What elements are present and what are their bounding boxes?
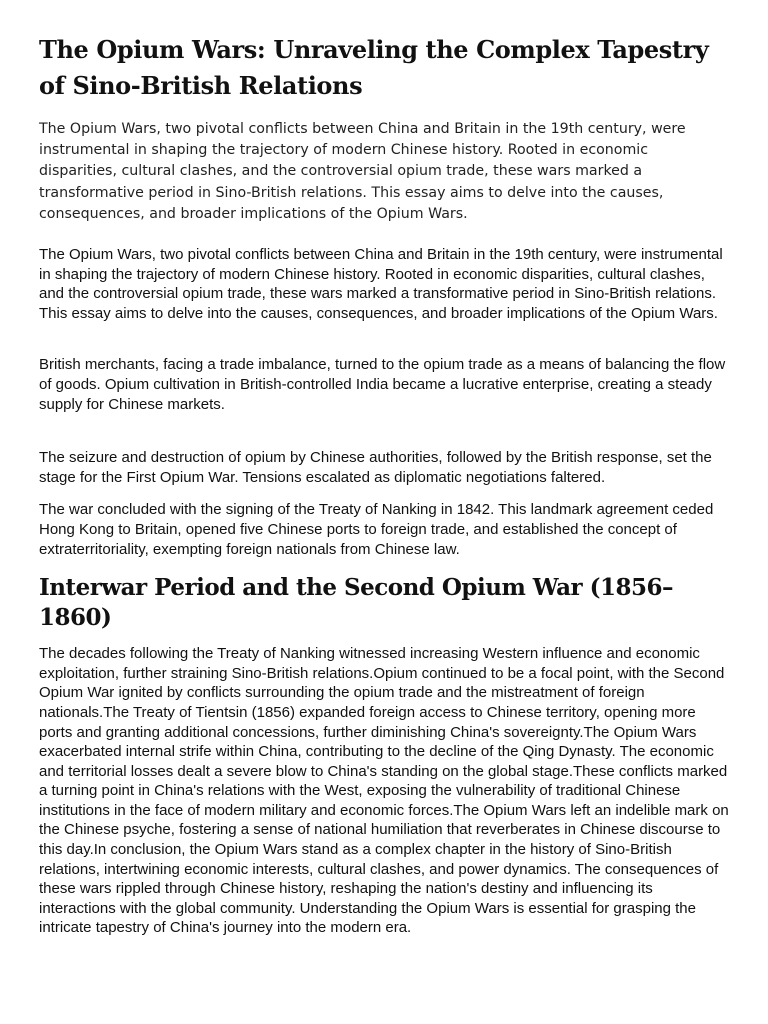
intro-paragraph: The Opium Wars, two pivotal conflicts between China and Britain in the 19th century, were instrumental in shaping the trajectory of modern Chinese history. Rooted in economic disparities, cultural clashes, and the controversial opium trade, these wars marked a transformative period in Sino-British relations. This essay aims to delve into the causes, consequences, and broader implications of the Opium Wars.: [39, 121, 686, 222]
section-heading: Interwar Period and the Second Opium War (1856–1860): [39, 574, 674, 632]
body-paragraph-4: The war concluded with the signing of the Treaty of Nanking in 1842. This landmark agreement ceded Hong Kong to Britain, opened five Chinese ports to foreign trade, and established the concept of extraterritoriality, exempting foreign nationals from Chinese law.: [39, 501, 714, 558]
body-paragraph-1: The Opium Wars, two pivotal conflicts between China and Britain in the 19th century, were instrumental in shaping the trajectory of modern Chinese history. Rooted in economic disparities, cultural clashes, and the controversial opium trade, these wars marked a transformative period in Sino-British relations. This essay aims to delve into the causes, consequences, and broader implications of the Opium Wars.: [39, 246, 723, 322]
page-title: The Opium Wars: Unraveling the Complex Tapestry of Sino-British Relations: [39, 35, 709, 100]
section-paragraph: The decades following the Treaty of Nanking witnessed increasing Western influence and economic exploitation, further straining Sino-British relations.Opium continued to be a focal point, with the Second Opium War ignited by conflicts surrounding the opium trade and the mistreatment of foreign nationals.The Treaty of Tientsin (1856) expanded foreign access to Chinese territory, opening more ports and granting additional concessions, further diminishing China's sovereignty.The Opium Wars exacerbated internal strife within China, contributing to the decline of the Qing Dynasty. The economic and territorial losses dealt a severe blow to China's standing on the global stage.These conflicts marked a turning point in China's relations with the West, exposing the vulnerability of traditional Chinese institutions in the face of modern military and economic forces.The Opium Wars left an indelible mark on the Chinese psyche, fostering a sense of national humiliation that reverberates in Chinese discourse to this day.In conclusion, the Opium Wars stand as a complex chapter in the history of Sino-British relations, intertwining economic interests, cultural clashes, and power dynamics. The consequences of these wars rippled through Chinese history, reshaping the nation's destiny and influencing its interactions with the global community. Understanding the Opium Wars is essential for grasping the intricate tapestry of China's journey into the modern era.: [39, 645, 729, 937]
body-paragraph-3: The seizure and destruction of opium by Chinese authorities, followed by the British response, set the stage for the First Opium War. Tensions escalated as diplomatic negotiations faltered.: [39, 449, 712, 486]
body-paragraph-2: British merchants, facing a trade imbalance, turned to the opium trade as a means of balancing the flow of goods. Opium cultivation in British-controlled India became a lucrative enterprise, creating a steady supply for Chinese markets.: [39, 356, 726, 413]
